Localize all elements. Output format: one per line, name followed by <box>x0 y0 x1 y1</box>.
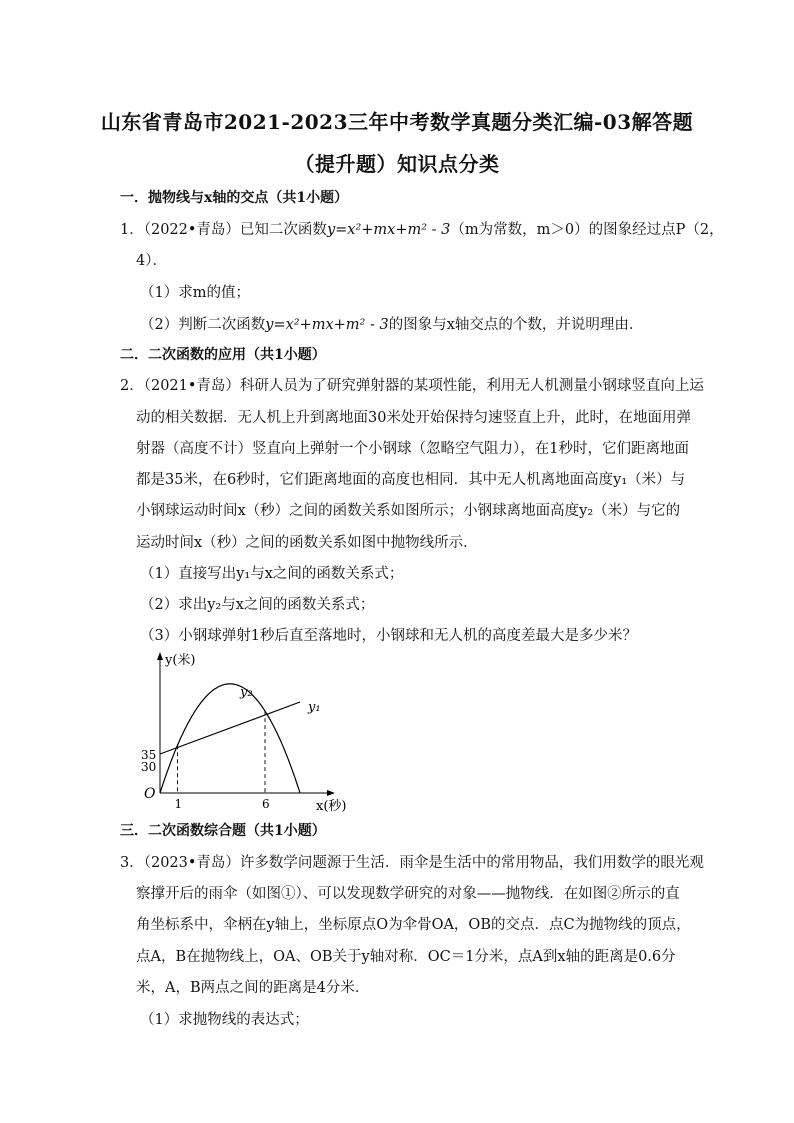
q1-line-1 <box>120 218 724 239</box>
q1-function-expression: y=x²+mx+m² - 3 <box>326 222 451 238</box>
q3-line-3: 角坐标系中，伞柄在y轴上，坐标原点O为伞骨OA，OB的交点．点C为抛物线的顶点， <box>136 917 691 933</box>
y-tick-30: 30 <box>141 760 157 774</box>
q2-line-3: 射器（高度不计）竖直向上弹射一个小钢球（忽略空气阻力），在1秒时，它们距离地面 <box>136 441 689 457</box>
q1-sub-1: （1）求m的值； <box>140 285 250 301</box>
document-title-line-2: （提升题）知识点分类 <box>294 152 500 176</box>
curve-label-y2: y₂ <box>240 685 253 700</box>
y-axis-arrow <box>157 652 163 660</box>
q1-line-1-prefix: 1．（2022•青岛）已知二次函数 <box>120 222 327 238</box>
y-axis-label: y(米) <box>165 653 196 668</box>
x-tick-1: 1 <box>174 797 183 811</box>
q1-line-1-suffix: （m为常数，m＞0）的图象经过点P（2， <box>450 222 724 238</box>
q3-line-2: 察撑开后的雨伞（如图①）、可以发现数学研究的对象——抛物线．在如图②所示的直 <box>136 886 680 902</box>
q2-line-6: 运动时间x（秒）之间的函数关系如图中抛物线所示． <box>136 535 478 551</box>
x-tick-6: 6 <box>262 797 270 811</box>
x-axis-label: x(秒) <box>316 799 347 814</box>
y-tick-35: 35 <box>141 748 157 762</box>
q2-line-4: 都是35米，在6秒时，它们距离地面的高度也相同．其中无人机离地面高度y₁（米）与 <box>136 472 686 488</box>
section-heading-3: 三．二次函数综合题（共1小题） <box>120 823 326 839</box>
q1-sub-2 <box>140 313 643 334</box>
q2-sub-2: （2）求出y₂与x之间的函数关系式； <box>140 597 375 613</box>
y1-line <box>160 702 300 754</box>
q3-line-4: 点A，B在抛物线上，OA、OB关于y轴对称．OC＝1分米，点A到x轴的距离是0.6分 <box>136 949 676 965</box>
q3-line-5: 米，A，B两点之间的距离是4分米． <box>136 980 370 996</box>
q1-sub-2-prefix: （2）判断二次函数 <box>140 317 266 333</box>
x-axis-arrow <box>327 790 335 796</box>
q1-sub-2-expression: y=x²+mx+m² - 3 <box>265 317 389 333</box>
document-title-line-1: 山东省青岛市2021-2023三年中考数学真题分类汇编-03解答题 <box>100 110 694 134</box>
q2-line-5: 小钢球运动时间x（秒）之间的函数关系如图所示；小钢球离地面高度y₂（米）与它的 <box>136 503 681 519</box>
q1-line-2: 4）． <box>136 253 167 269</box>
origin-label: O <box>144 786 156 802</box>
q1-sub-2-suffix: 的图象与x轴交点的个数，并说明理由． <box>388 317 644 333</box>
q3-line-1: 3．（2023•青岛）许多数学问题源于生活．雨伞是生活中的常用物品，我们用数学的眼光观 <box>120 855 704 871</box>
q2-line-2: 动的相关数据．无人机上升到离地面30米处开始保持匀速竖直上升，此时，在地面用弹 <box>136 410 691 426</box>
q2-sub-1: （1）直接写出y₁与x之间的函数关系式； <box>140 566 404 582</box>
q2-function-graph <box>138 648 378 818</box>
q2-sub-3: （3）小钢球弹射1秒后直至落地时，小钢球和无人机的高度差最大是多少米？ <box>140 628 637 644</box>
section-heading-2: 二．二次函数的应用（共1小题） <box>120 347 326 363</box>
y2-parabola <box>160 684 300 793</box>
q2-line-1: 2．（2021•青岛）科研人员为了研究弹射器的某项性能，利用无人机测量小钢球竖直向上运 <box>120 378 704 394</box>
q3-sub-1: （1）求抛物线的表达式； <box>140 1012 309 1028</box>
section-heading-1: 一．抛物线与x轴的交点（共1小题） <box>120 190 349 206</box>
line-label-y1: y₁ <box>308 700 321 715</box>
